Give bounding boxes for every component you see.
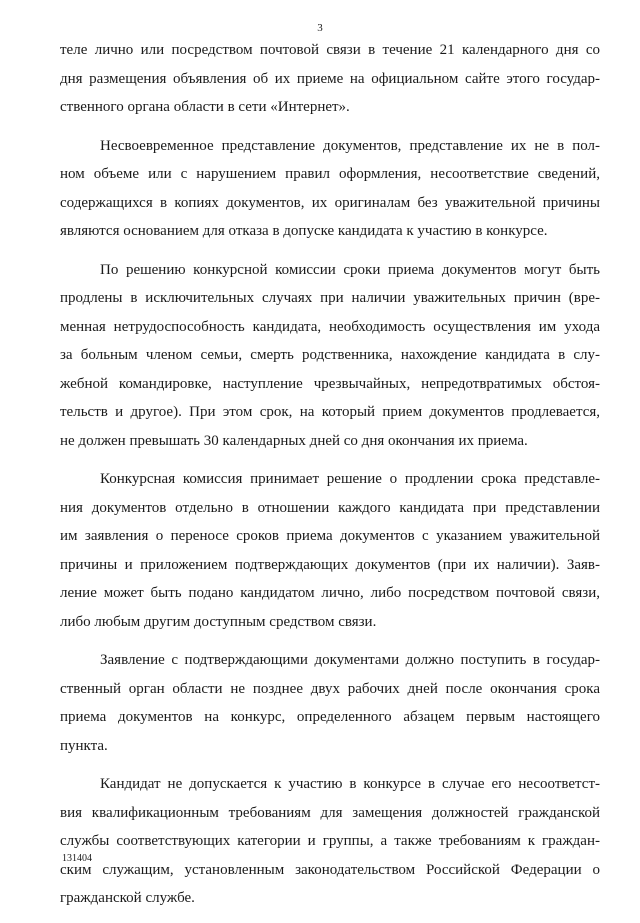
text-line: либо любым другим доступным средством связи. [60,613,377,630]
text-line: Заявление с подтверждающими документами должно поступить в государ- [100,652,600,668]
text-line: содержащихся в копиях документов, их оригиналам без уважительной причины [60,194,600,211]
text-line: ление может быть подано кандидатом лично, либо посредством почтовой связи, [60,585,600,601]
text-line: ским служащим, установленным законодательством Российской Федерации о [60,861,600,878]
text-line: гражданской службе. [60,890,195,906]
text-line: им заявления о переносе сроков приема документов с указанием уважительной [60,528,600,544]
text-line: жебной командировке, наступление чрезвычайных, непредотвратимых обстоя- [60,375,600,392]
text-line: за больным членом семьи, смерть родственника, нахождение кандидата в слу- [60,347,600,363]
text-line: дня размещения объявления об их приеме на официальном сайте этого государ- [60,70,600,87]
paragraph [60,770,600,913]
text-line: пункта. [60,737,108,754]
page-number: 3 [317,22,323,34]
paragraph [60,36,600,122]
document-body [60,36,600,923]
text-line: тельств и другое). При этом срок, на который прием документов продлевается, [60,404,600,420]
text-line: являются основанием для отказа в допуске кандидата к участию в конкурсе. [60,223,548,239]
document-code: 131404 [62,853,92,864]
text-line: ственный орган области не позднее двух рабочих дней после окончания срока [60,680,600,697]
text-line: службы соответствующих категории и группы, а также требованиям к граждан- [60,833,600,849]
text-line: Кандидат не допускается к участию в конкурсе в случае его несоответст- [100,776,600,792]
paragraph [60,646,600,760]
text-line: продлены в исключительных случаях при наличии уважительных причин (вре- [60,290,600,306]
text-line: приема документов на конкурс, определенного абзацем первым настоящего [60,709,600,725]
text-line: теле лично или посредством почтовой связи в течение 21 календарного дня со [60,42,600,58]
paragraph [60,256,600,456]
text-line: Конкурсная комиссия принимает решение о продлении срока представле- [100,471,600,487]
text-line: не должен превышать 30 календарных дней со дня окончания их приема. [60,432,528,449]
text-line: вия квалификационным требованиям для замещения должностей гражданской [60,804,600,821]
text-line: Несвоевременное представление документов, представление их не в пол- [100,137,600,154]
text-line: ственного органа области в сети «Интернет». [60,99,350,115]
text-line: причины и приложением подтверждающих документов (при их наличии). Заяв- [60,556,600,573]
text-line: менная нетрудоспособность кандидата, необходимость осуществления им ухода [60,318,600,335]
paragraph [60,465,600,636]
text-line: По решению конкурсной комиссии сроки приема документов могут быть [100,261,600,278]
text-line: ния документов отдельно в отношении каждого кандидата при представлении [60,499,600,516]
paragraph [60,132,600,246]
text-line: ном объеме или с нарушением правил оформления, несоответствие сведений, [60,166,600,182]
